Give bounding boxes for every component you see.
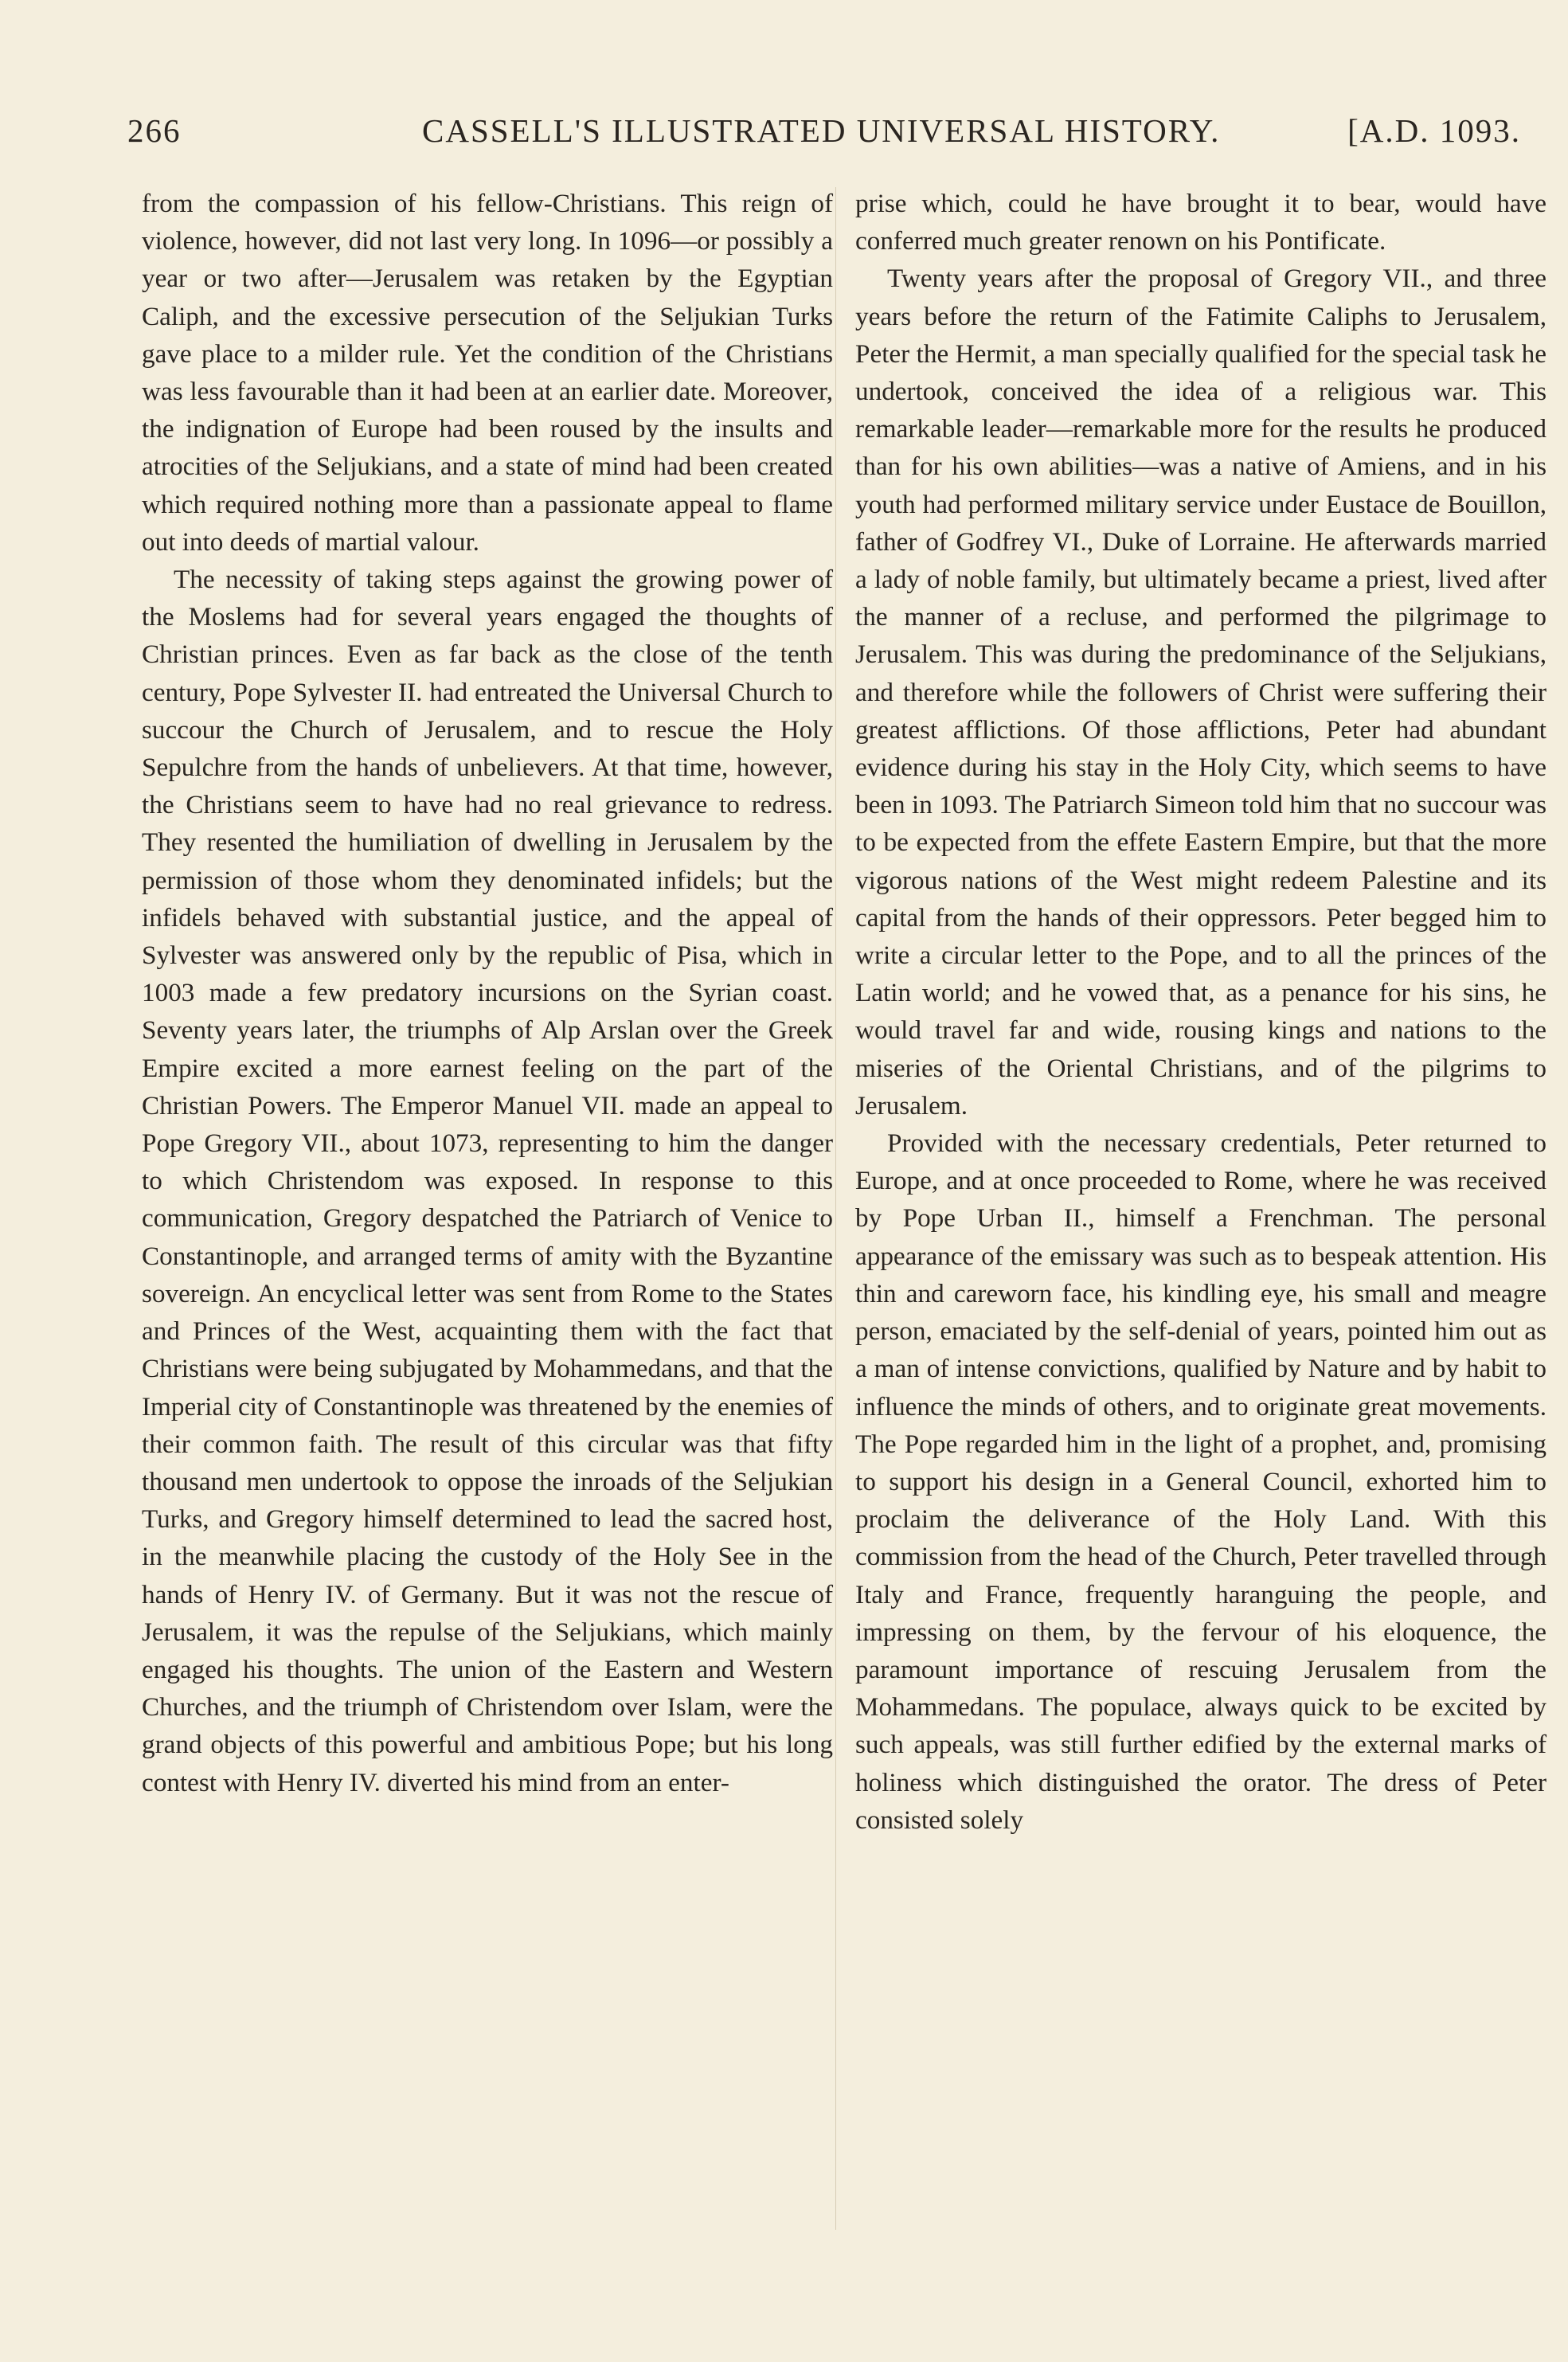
paragraph: prise which, could he have brought it to bear, would have conferred much greater renown on his Pontificate. (855, 189, 1546, 256)
page-number: 266 (127, 112, 182, 149)
column-divider (835, 187, 836, 2230)
header-date: [A.D. 1093. (1347, 112, 1521, 149)
paragraph: from the compassion of his fellow-Christians. This reign of violence, however, did not last very long. In 1096—or possibly a year or two after—Jerusalem was retaken by the Egyptian Caliph, and the excessive persecution of the Seljukian Turks gave place to a milder rule. Yet the condition of the Christians was less favourable than it had been at an earlier date. Moreover, the indignation of Europe had been roused by the insults and atrocities of the Seljukians, and a state of mind had been created which required nothing more than a passionate appeal to flame out into deeds of martial valour. (142, 189, 833, 557)
running-header (127, 111, 1521, 159)
paragraph: The necessity of taking steps against the growing power of the Moslems had for several years engaged the thoughts of Christian princes. Even as far back as the close of the tenth century, Pope Sylvester II. had entreated the Universal Church to succour the Church of Jerusalem, and to rescue the Holy Sepulchre from the hands of unbelievers. At that time, however, the Christians seem to have had no real grievance to redress. They resented the humiliation of dwelling in Jerusalem by the permission of those whom they denominated infidels; but the infidels behaved with substantial justice, and the appeal of Sylvester was answered only by the republic of Pisa, which in 1003 made a few predatory incursions on the Syrian coast. Seventy years later, the triumphs of Alp Arslan over the Greek Empire excited a more earnest feeling on the part of the Christian Powers. The Emperor Manuel VII. made an appeal to Pope Gregory VII., about 1073, representing to him the danger to which Christendom was exposed. In response to this communication, Gregory despatched the Patriarch of Venice to Constantinople, and arranged terms of amity with the Byzantine sovereign. An encyclical letter was sent from Rome to the States and Princes of the West, acquainting them with the fact that Christians were being subjugated by Mohammedans, and that the Imperial city of Constantinople was threatened by the enemies of their common faith. The result of this circular was that fifty thousand men undertook to oppose the inroads of the Seljukian Turks, and Gregory himself determined to lead the sacred host, in the meanwhile placing the custody of the Holy See in the hands of Henry IV. of Germany. But it was not the rescue of Jerusalem, it was the repulse of the Seljukians, which mainly engaged his thoughts. The union of the Eastern and Western Churches, and the triumph of Christendom over Islam, were the grand objects of this powerful and ambitious Pope; but his long contest with Henry IV. diverted his mind from an enter- (142, 565, 833, 1797)
paragraph: Provided with the necessary credentials, Peter returned to Europe, and at once proceeded to Rome, where he was received by Pope Urban II., himself a Frenchman. The personal appearance of the emissary was such as to bespeak attention. His thin and careworn face, his kindling eye, his small and meagre person, emaciated by the self-denial of years, pointed him out as a man of intense convictions, qualified by Nature and by habit to influence the minds of others, and to originate great movements. The Pope regarded him in the light of a prophet, and, promising to support his design in a General Council, exhorted him to proclaim the deliverance of the Holy Land. With this commission from the head of the Church, Peter travelled through Italy and France, frequently haranguing the people, and impressing on them, by the fervour of his eloquence, the paramount importance of rescuing Jerusalem from the Mohammedans. The populace, always quick to be excited by such appeals, was still further edified by the external marks of holiness which distinguished the orator. The dress of Peter consisted solely (855, 1128, 1546, 1835)
paragraph: Twenty years after the proposal of Gregory VII., and three years before the return of the Fatimite Caliphs to Jerusalem, Peter the Hermit, a man specially qualified for the special task he undertook, conceived the idea of a religious war. This remarkable leader—remarkable more for the results he produced than for his own abilities—was a native of Amiens, and in his youth had performed military service under Eustace de Bouillon, father of Godfrey VI., Duke of Lorraine. He afterwards married a lady of noble family, but ultimately became a priest, lived after the manner of a recluse, and performed the pilgrimage to Jerusalem. This was during the predominance of the Seljukians, and therefore while the followers of Christ were suffering their greatest afflictions. Of those afflictions, Peter had abundant evidence during his stay in the Holy City, which seems to have been in 1093. The Patriarch Simeon told him that no succour was to be expected from the effete Eastern Empire, but that the more vigorous nations of the West might redeem Palestine and its capital from the hands of their oppressors. Peter begged him to write a circular letter to the Pope, and to all the princes of the Latin world; and he vowed that, as a penance for his sins, he would travel far and wide, rousing kings and nations to the miseries of the Oriental Christians, and of the pilgrims to Jerusalem. (855, 264, 1546, 1120)
right-column (855, 185, 1546, 1839)
left-column (142, 185, 833, 1801)
book-title: CASSELL'S ILLUSTRATED UNIVERSAL HISTORY. (422, 112, 1221, 149)
